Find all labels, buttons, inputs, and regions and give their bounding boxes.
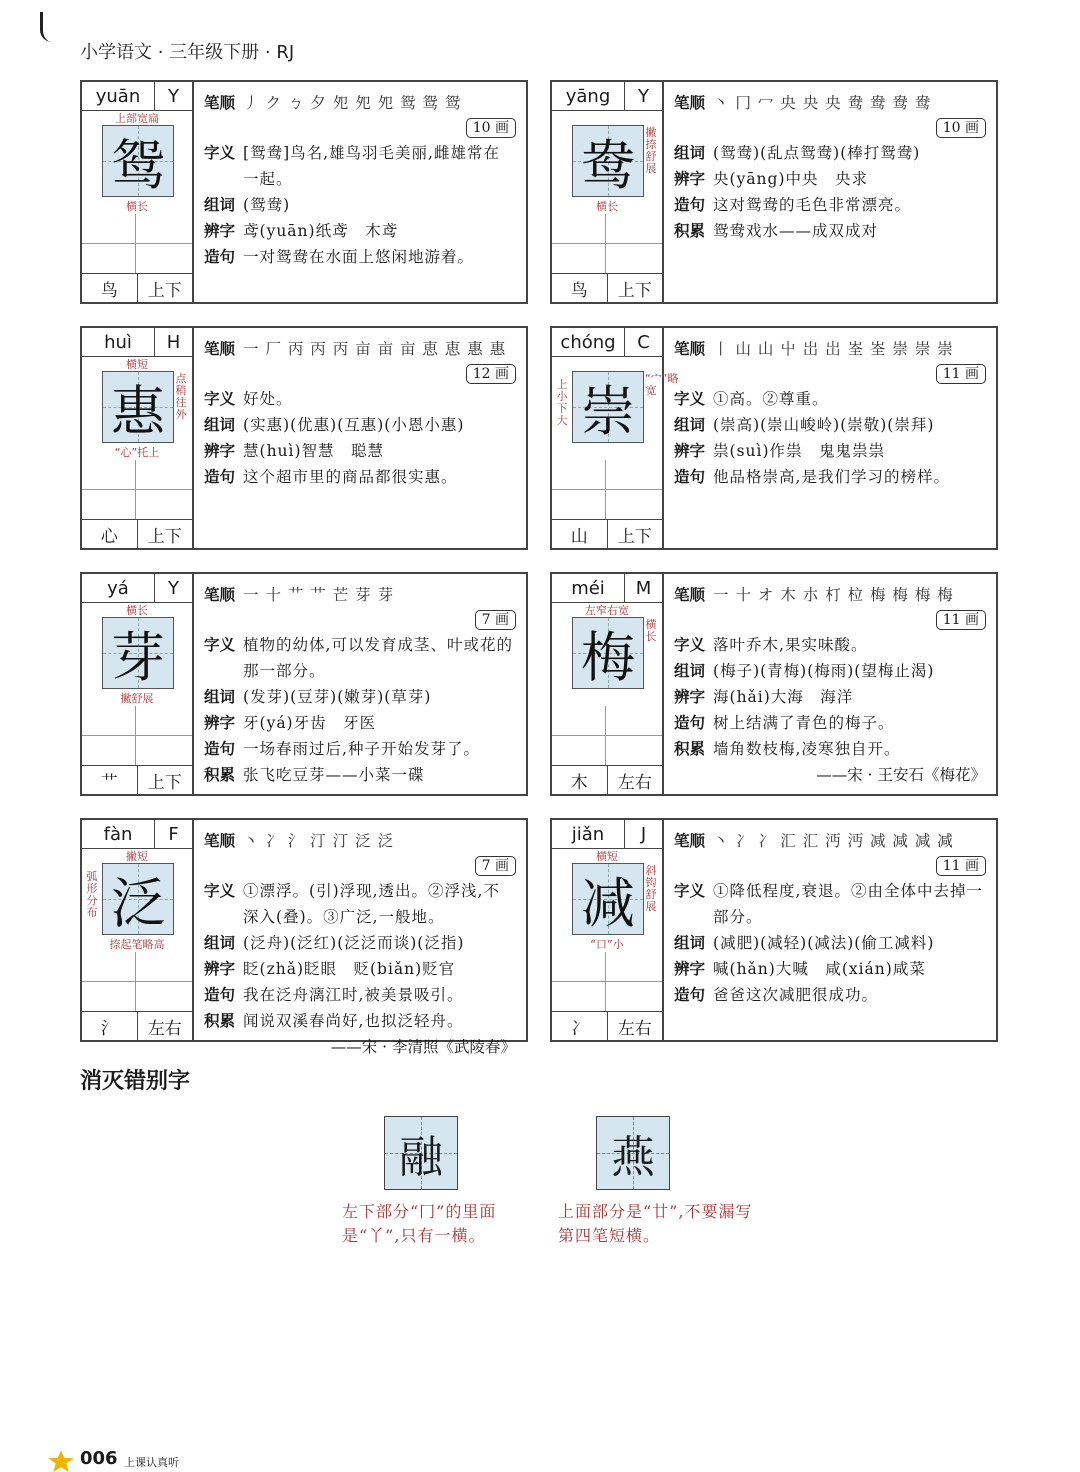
row-text: 张飞吃豆芽——小菜一碟 — [243, 766, 425, 784]
row-text: (减肥)(减轻)(减法)(偷工减料) — [713, 934, 935, 952]
practice-grid — [552, 706, 662, 766]
index-letter: Y — [638, 85, 649, 107]
structure: 左右 — [617, 1018, 652, 1039]
stroke-order: 丶 冫 氵 汀 汀 泛 泛 — [243, 832, 395, 850]
radical: 心 — [82, 520, 138, 548]
row-label: 积累 — [674, 222, 706, 240]
note-top: 横短 — [596, 850, 618, 863]
row-label: 辨字 — [674, 960, 706, 978]
row-label: 组词 — [204, 934, 236, 952]
row-label: 辨字 — [204, 222, 236, 240]
strokes-label: 笔顺 — [204, 586, 236, 604]
row-text: (实惠)(优惠)(互惠)(小恩小惠) — [243, 416, 465, 434]
row-label: 组词 — [674, 662, 706, 680]
note-left: 弧形分布 — [86, 870, 98, 919]
note-top: 横短 — [126, 358, 148, 371]
stroke-order: 丨 山 山 屮 岀 岀 峑 峑 崇 崇 崇 — [713, 340, 954, 358]
card-content — [664, 820, 996, 1040]
pinyin: huì — [82, 328, 155, 356]
card-left-column — [82, 574, 194, 794]
stroke-order: 丶 冫 冫 汇 汇 沔 沔 减 减 减 减 — [713, 832, 954, 850]
note-side: 横长 — [645, 618, 657, 643]
row-label: 辨字 — [204, 442, 236, 460]
card-content — [194, 820, 526, 1056]
row-label: 造句 — [204, 468, 236, 486]
card-content — [664, 328, 996, 548]
strokes-label: 笔顺 — [674, 586, 706, 604]
row-text: 好处。 — [243, 390, 293, 408]
note-bottom: 撇舒展 — [120, 692, 154, 705]
row-text: 他品格崇高,是我们学习的榜样。 — [713, 468, 950, 486]
pinyin: méi — [552, 574, 625, 602]
note-top: 左窄右宽 — [585, 604, 629, 617]
radical: 木 — [552, 766, 608, 794]
card-content — [664, 82, 996, 302]
row-text: 慧(huì)智慧 聪慧 — [243, 442, 385, 460]
row-label: 字义 — [674, 882, 706, 900]
structure: 左右 — [617, 772, 652, 793]
row-label: 造句 — [674, 986, 706, 1004]
row-label: 字义 — [204, 636, 236, 654]
character-glyph: 芽 — [102, 617, 174, 689]
note-bottom: 捺起笔略高 — [109, 938, 165, 951]
book-title: 小学语文 · 三年级下册 · RJ — [80, 42, 295, 63]
row-text: (发芽)(豆芽)(嫩芽)(草芽) — [243, 688, 432, 706]
row-label: 辨字 — [674, 170, 706, 188]
radical: 鸟 — [82, 274, 138, 302]
stroke-count: 7 画 — [475, 856, 516, 876]
row-text: 我在泛舟漓江时,被美景吸引。 — [243, 986, 464, 1004]
note-side: 撇捺舒展 — [645, 126, 657, 175]
row-text: 墙角数枝梅,凌寒独自开。 — [713, 740, 901, 758]
card-left-column — [552, 574, 664, 794]
page-number: 006 — [80, 1448, 118, 1469]
stroke-count: 7 画 — [475, 610, 516, 630]
index-letter: Y — [168, 85, 179, 107]
strokes-label: 笔顺 — [204, 340, 236, 358]
row-label: 积累 — [204, 1012, 236, 1030]
error-note-1: 左下部分“冂”的里面是“丫”,只有一横。 — [342, 1202, 497, 1245]
strokes-label: 笔顺 — [204, 94, 236, 112]
card-content — [194, 82, 526, 302]
stroke-order: 一 十 オ 木 朩 朾 柆 梅 梅 梅 梅 — [713, 586, 954, 604]
row-label: 辨字 — [674, 688, 706, 706]
stroke-count: 12 画 — [466, 364, 516, 384]
row-text: (鸳鸯) — [243, 196, 291, 214]
row-text: (泛舟)(泛红)(泛泛而谈)(泛指) — [243, 934, 465, 952]
card-content — [194, 574, 526, 794]
radical: 冫 — [552, 1012, 608, 1040]
note-bottom: 横长 — [596, 200, 618, 213]
pinyin: jiǎn — [552, 820, 625, 848]
row-label: 积累 — [204, 766, 236, 784]
card-left-column — [552, 820, 664, 1040]
stroke-order: 丶 冂 冖 央 央 央 鸯 鸯 鸯 鸯 — [713, 94, 932, 112]
row-label: 造句 — [674, 468, 706, 486]
row-text: ①降低程度,衰退。②由全体中去掉一部分。 — [713, 882, 983, 926]
strokes-label: 笔顺 — [674, 832, 706, 850]
row-text: 海(hǎi)大海 海洋 — [713, 688, 854, 706]
practice-grid — [82, 706, 192, 766]
char-card-5 — [80, 572, 528, 796]
row-text: 鸳鸯戏水——成双成对 — [713, 222, 879, 240]
char-card-4 — [550, 326, 998, 550]
card-content — [664, 574, 996, 794]
index-letter: C — [637, 331, 650, 353]
row-text: ①高。②尊重。 — [713, 390, 829, 408]
structure: 上下 — [147, 526, 182, 547]
structure: 上下 — [617, 280, 652, 301]
index-letter: H — [166, 331, 181, 353]
stroke-order: 一 十 艹 艹 芒 芽 芽 — [243, 586, 395, 604]
note-top: 撇短 — [126, 850, 148, 863]
index-letter: J — [640, 823, 647, 845]
note-side: 点稍往外 — [175, 372, 187, 421]
row-text: 爸爸这次减肥很成功。 — [713, 986, 879, 1004]
pinyin: fàn — [82, 820, 155, 848]
row-label: 积累 — [674, 740, 706, 758]
row-text: 一对鸳鸯在水面上悠闲地游着。 — [243, 248, 475, 266]
pinyin: chóng — [552, 328, 625, 356]
row-label: 组词 — [204, 196, 236, 214]
stroke-count: 11 画 — [936, 610, 986, 630]
row-label: 字义 — [204, 144, 236, 162]
row-label: 字义 — [674, 390, 706, 408]
row-text: (崇高)(崇山峻岭)(崇敬)(崇拜) — [713, 416, 935, 434]
char-card-7 — [80, 818, 528, 1056]
card-left-column — [552, 82, 664, 302]
note-top: 横长 — [126, 604, 148, 617]
row-label: 造句 — [674, 714, 706, 732]
note-bottom: “心”托上 — [114, 446, 160, 459]
card-content — [194, 328, 526, 548]
header-corner-mark — [40, 12, 67, 42]
row-label: 字义 — [204, 390, 236, 408]
char-card-3 — [80, 326, 528, 550]
practice-grid — [552, 952, 662, 1012]
row-text: (梅子)(青梅)(梅雨)(望梅止渴) — [713, 662, 935, 680]
row-label: 组词 — [674, 934, 706, 952]
row-label: 辨字 — [674, 442, 706, 460]
row-text: 鸢(yuān)纸鸢 木鸢 — [243, 222, 399, 240]
row-text: 植物的幼体,可以发育成茎、叶或花的那一部分。 — [243, 636, 513, 680]
card-left-column — [82, 82, 194, 302]
row-label: 组词 — [204, 688, 236, 706]
row-label: 字义 — [674, 636, 706, 654]
stroke-count: 10 画 — [466, 118, 516, 138]
practice-grid — [82, 214, 192, 274]
row-text: [鸳鸯]鸟名,雄鸟羽毛美丽,雌雄常在一起。 — [243, 144, 500, 188]
row-text: 喊(hǎn)大喊 咸(xián)咸菜 — [713, 960, 926, 978]
row-text: 一场春雨过后,种子开始发芽了。 — [243, 740, 480, 758]
radical: 山 — [552, 520, 608, 548]
char-card-6 — [550, 572, 998, 796]
row-text: 祟(suì)作祟 鬼鬼祟祟 — [713, 442, 886, 460]
row-text: 落叶乔木,果实味酸。 — [713, 636, 868, 654]
note-side: “宀”略宽 — [645, 372, 679, 397]
radical: 氵 — [82, 1012, 138, 1040]
practice-grid — [552, 460, 662, 520]
structure: 左右 — [147, 1018, 182, 1039]
index-letter: M — [635, 577, 652, 599]
note-side: 斜钩舒展 — [645, 864, 657, 913]
stroke-order: 丿 ク ㄅ 夕 夗 夗 夗 鸳 鸳 鸳 — [243, 94, 462, 112]
pinyin: yāng — [552, 82, 625, 110]
radical: 艹 — [82, 766, 138, 794]
stroke-count: 11 画 — [936, 856, 986, 876]
character-glyph: 梅 — [572, 617, 644, 689]
pinyin: yuān — [82, 82, 155, 110]
stroke-count: 11 画 — [936, 364, 986, 384]
row-label: 组词 — [204, 416, 236, 434]
row-label: 造句 — [674, 196, 706, 214]
character-glyph: 惠 — [102, 371, 174, 443]
character-glyph: 鸳 — [102, 125, 174, 197]
row-label: 字义 — [204, 882, 236, 900]
error-note-2: 上面部分是“廿”,不要漏写第四笔短横。 — [558, 1202, 753, 1245]
note-left: 上小下大 — [556, 378, 568, 427]
character-glyph: 鸯 — [572, 125, 644, 197]
footer-brand: 上课认真听 — [124, 1456, 179, 1469]
error-section-title: 消灭错别字 — [80, 1069, 191, 1094]
row-text: ①漂浮。(引)浮现,透出。②浮浅,不深入(叠)。③广泛,一般地。 — [243, 882, 500, 926]
index-letter: F — [168, 823, 179, 845]
row-text: 牙(yá)牙齿 牙医 — [243, 714, 377, 732]
stroke-count: 10 画 — [936, 118, 986, 138]
strokes-label: 笔顺 — [674, 94, 706, 112]
card-left-column — [552, 328, 679, 548]
stroke-order: 一 厂 丙 丙 丙 亩 亩 亩 恵 恵 惠 惠 — [243, 340, 507, 358]
row-text: 央(yāng)中央 央求 — [713, 170, 869, 188]
char-card-2 — [550, 80, 998, 304]
row-label: 组词 — [674, 416, 706, 434]
row-label: 组词 — [674, 144, 706, 162]
quote-source: ——宋 · 王安石《梅花》 — [816, 766, 986, 784]
practice-grid — [552, 214, 662, 274]
note-bottom: “口”小 — [590, 938, 624, 951]
card-left-column — [82, 328, 194, 548]
structure: 上下 — [147, 772, 182, 793]
card-left-column — [82, 820, 194, 1040]
error-char-box-2: 燕 — [596, 1116, 670, 1190]
row-text: 这对鸳鸯的毛色非常漂亮。 — [713, 196, 912, 214]
note-top: 上部宽扁 — [115, 112, 159, 125]
strokes-label: 笔顺 — [204, 832, 236, 850]
error-char-box-1: 融 — [384, 1116, 458, 1190]
row-text: 这个超市里的商品都很实惠。 — [243, 468, 458, 486]
row-label: 辨字 — [204, 960, 236, 978]
character-glyph: 减 — [572, 863, 644, 935]
star-icon — [48, 1450, 74, 1472]
row-label: 辨字 — [204, 714, 236, 732]
structure: 上下 — [617, 526, 652, 547]
character-glyph: 泛 — [102, 863, 174, 935]
char-card-1 — [80, 80, 528, 304]
row-label: 造句 — [204, 248, 236, 266]
row-text: (鸳鸯)(乱点鸳鸯)(棒打鸳鸯) — [713, 144, 921, 162]
row-text: 树上结满了青色的梅子。 — [713, 714, 895, 732]
radical: 鸟 — [552, 274, 608, 302]
row-text: 眨(zhǎ)眨眼 贬(biǎn)贬官 — [243, 960, 456, 978]
row-label: 造句 — [204, 986, 236, 1004]
character-glyph: 崇 — [572, 371, 644, 443]
pinyin: yá — [82, 574, 155, 602]
practice-grid — [82, 952, 192, 1012]
row-label: 造句 — [204, 740, 236, 758]
index-letter: Y — [168, 577, 179, 599]
row-text: 闻说双溪春尚好,也拟泛轻舟。 — [243, 1012, 464, 1030]
quote-source: ——宋 · 李清照《武陵春》 — [330, 1038, 516, 1056]
note-bottom: 横长 — [126, 200, 148, 213]
structure: 上下 — [147, 280, 182, 301]
practice-grid — [82, 460, 192, 520]
strokes-label: 笔顺 — [674, 340, 706, 358]
char-card-8 — [550, 818, 998, 1042]
